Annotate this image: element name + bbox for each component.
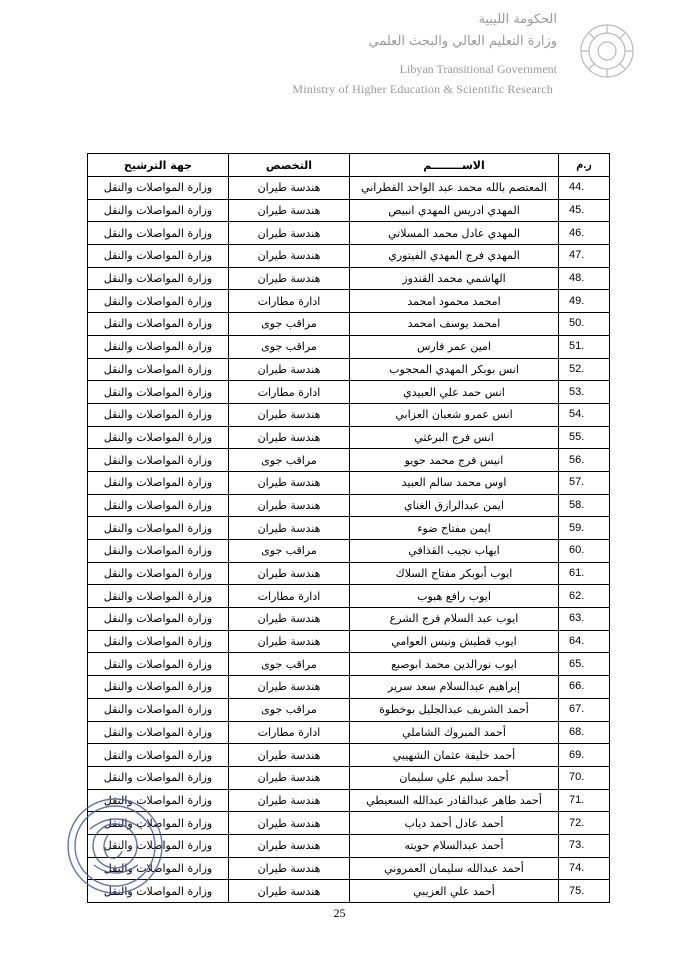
row-name: المهدي فرج المهدي الفيتوري [350,245,559,268]
table-row [88,721,610,744]
row-nominating-body: وزارة المواصلات والنقل [88,812,229,835]
table-row [88,222,610,245]
page-number: 25 [333,906,346,920]
header-number: ر.م [559,154,610,177]
row-number: 46. [559,222,610,245]
row-number: 50. [559,313,610,336]
table-row [88,290,610,313]
row-number: 48. [559,267,610,290]
row-number: 61. [559,562,610,585]
row-name: ايمن عبدالرازق الغناي [350,494,559,517]
table-body [88,177,610,903]
row-number: 58. [559,494,610,517]
table-row [88,540,610,563]
row-number: 67. [559,698,610,721]
row-name: أحمد طاهر عبدالقادر عبدالله السعيطي [350,789,559,812]
row-nominating-body: وزارة المواصلات والنقل [88,449,229,472]
row-number: 66. [559,676,610,699]
table-row [88,335,610,358]
table-row [88,267,610,290]
row-specialty: هندسة طيران [229,744,350,767]
table-row [88,562,610,585]
table-row [88,630,610,653]
row-name: أحمد عبدالله سليمان العمروني [350,857,559,880]
row-specialty: هندسة طيران [229,471,350,494]
table-row [88,494,610,517]
table-row [88,880,610,903]
row-number: 75. [559,880,610,903]
row-number: 51. [559,335,610,358]
row-specialty: هندسة طيران [229,403,350,426]
table-row [88,744,610,767]
row-number: 52. [559,358,610,381]
row-name: أحمد سليم علي سليمان [350,766,559,789]
row-specialty: هندسة طيران [229,812,350,835]
row-name: امحمد محمود امحمد [350,290,559,313]
table-row [88,608,610,631]
row-name: أحمد الشريف عبدالجليل بوخطوة [350,698,559,721]
row-specialty: مراقب جوى [229,653,350,676]
row-number: 49. [559,290,610,313]
row-number: 70. [559,766,610,789]
row-name: الهاشمي محمد القندوز [350,267,559,290]
row-specialty: مراقب جوى [229,335,350,358]
row-name: أحمد علي العزيبي [350,880,559,903]
row-number: 65. [559,653,610,676]
row-specialty: هندسة طيران [229,834,350,857]
nominees-table [87,153,610,903]
row-nominating-body: وزارة المواصلات والنقل [88,199,229,222]
table-row [88,676,610,699]
table-row [88,857,610,880]
row-nominating-body: وزارة المواصلات والنقل [88,335,229,358]
table-row [88,766,610,789]
row-specialty: ادارة مطارات [229,381,350,404]
row-name: انس عمرو شعبان العزابي [350,403,559,426]
row-nominating-body: وزارة المواصلات والنقل [88,585,229,608]
row-nominating-body: وزارة المواصلات والنقل [88,471,229,494]
row-specialty: هندسة طيران [229,517,350,540]
row-name: أحمد عادل أحمد دياب [350,812,559,835]
row-name: ايهاب نجيب القذافي [350,540,559,563]
row-specialty: هندسة طيران [229,766,350,789]
row-nominating-body: وزارة المواصلات والنقل [88,381,229,404]
row-number: 63. [559,608,610,631]
row-nominating-body: وزارة المواصلات والنقل [88,517,229,540]
table-row [88,426,610,449]
row-specialty: هندسة طيران [229,358,350,381]
header-nominating-body: جهة الترشيح [88,154,229,177]
table-row [88,653,610,676]
row-nominating-body: وزارة المواصلات والنقل [88,426,229,449]
table-row [88,403,610,426]
row-nominating-body: وزارة المواصلات والنقل [88,744,229,767]
row-specialty: مراقب جوى [229,698,350,721]
table-row [88,789,610,812]
table-header-row [88,154,610,177]
row-number: 54. [559,403,610,426]
row-number: 56. [559,449,610,472]
row-number: 44. [559,177,610,200]
row-name: المعتصم بالله محمد عبد الواحد القطراني [350,177,559,200]
table-row [88,812,610,835]
table-row [88,381,610,404]
row-specialty: هندسة طيران [229,222,350,245]
row-nominating-body: وزارة المواصلات والنقل [88,880,229,903]
table-row [88,245,610,268]
row-name: امحمد يوسف امحمد [350,313,559,336]
row-nominating-body: وزارة المواصلات والنقل [88,766,229,789]
table-row [88,199,610,222]
row-number: 73. [559,834,610,857]
row-nominating-body: وزارة المواصلات والنقل [88,562,229,585]
row-specialty: هندسة طيران [229,630,350,653]
row-specialty: هندسة طيران [229,177,350,200]
row-nominating-body: وزارة المواصلات والنقل [88,290,229,313]
row-specialty: هندسة طيران [229,676,350,699]
row-name: انيس فرج محمد حويو [350,449,559,472]
row-name: أحمد خليفة عثمان الشهيبي [350,744,559,767]
ministry-emblem-icon [578,22,636,80]
row-number: 74. [559,857,610,880]
row-specialty: هندسة طيران [229,426,350,449]
row-nominating-body: وزارة المواصلات والنقل [88,267,229,290]
row-name: المهدي ادريس المهدي انبيص [350,199,559,222]
row-name: ايوب نورالدين محمد ابوصبع [350,653,559,676]
row-specialty: هندسة طيران [229,267,350,290]
row-specialty: هندسة طيران [229,880,350,903]
row-name: انس بوبكر المهدي المحجوب [350,358,559,381]
row-nominating-body: وزارة المواصلات والنقل [88,630,229,653]
row-nominating-body: وزارة المواصلات والنقل [88,177,229,200]
row-name: ايوب رافع هبوب [350,585,559,608]
row-name: اوس محمد سالم العبيد [350,471,559,494]
table-row [88,449,610,472]
row-specialty: ادارة مطارات [229,290,350,313]
table-row [88,313,610,336]
row-nominating-body: وزارة المواصلات والنقل [88,403,229,426]
row-specialty: هندسة طيران [229,199,350,222]
row-nominating-body: وزارة المواصلات والنقل [88,789,229,812]
table-row [88,517,610,540]
row-specialty: هندسة طيران [229,857,350,880]
row-nominating-body: وزارة المواصلات والنقل [88,222,229,245]
row-number: 59. [559,517,610,540]
table-row [88,585,610,608]
row-specialty: هندسة طيران [229,245,350,268]
row-nominating-body: وزارة المواصلات والنقل [88,245,229,268]
header-specialty: التخصص [229,154,350,177]
row-specialty: مراقب جوى [229,449,350,472]
letterhead-english-government: Libyan Transitional Government [399,62,557,76]
row-name: امين عمر فارس [350,335,559,358]
row-specialty: مراقب جوى [229,313,350,336]
table-row [88,358,610,381]
row-specialty: ادارة مطارات [229,721,350,744]
row-number: 68. [559,721,610,744]
row-nominating-body: وزارة المواصلات والنقل [88,676,229,699]
row-number: 60. [559,540,610,563]
row-name: ايوب عبد السلام فرج الشرع [350,608,559,631]
row-number: 62. [559,585,610,608]
row-number: 57. [559,471,610,494]
row-number: 45. [559,199,610,222]
row-name: ايمن مفتاح ضوء [350,517,559,540]
letterhead-english-ministry: Ministry of Higher Education & Scientific Research [292,82,553,96]
row-number: 64. [559,630,610,653]
row-name: انس حمد علي العبيدي [350,381,559,404]
row-number: 53. [559,381,610,404]
row-number: 47. [559,245,610,268]
row-name: ايوب أبوبكر مفتاح السلاك [350,562,559,585]
row-nominating-body: وزارة المواصلات والنقل [88,834,229,857]
row-nominating-body: وزارة المواصلات والنقل [88,358,229,381]
table-row [88,177,610,200]
row-name: انس فرج البرغثي [350,426,559,449]
letterhead [0,0,679,110]
row-specialty: مراقب جوى [229,540,350,563]
row-specialty: هندسة طيران [229,494,350,517]
row-specialty: هندسة طيران [229,789,350,812]
row-name: أحمد عبدالسلام حويته [350,834,559,857]
row-name: إبراهيم عبدالسلام سعد سرير [350,676,559,699]
letterhead-arabic-ministry: وزارة التعليم العالي والبحث العلمي [368,34,557,49]
row-number: 55. [559,426,610,449]
table-row [88,471,610,494]
row-specialty: ادارة مطارات [229,585,350,608]
row-nominating-body: وزارة المواصلات والنقل [88,653,229,676]
table-row [88,834,610,857]
row-number: 72. [559,812,610,835]
row-specialty: هندسة طيران [229,562,350,585]
row-number: 71. [559,789,610,812]
row-nominating-body: وزارة المواصلات والنقل [88,313,229,336]
row-nominating-body: وزارة المواصلات والنقل [88,857,229,880]
row-name: أحمد المبروك الشاملي [350,721,559,744]
row-nominating-body: وزارة المواصلات والنقل [88,494,229,517]
row-nominating-body: وزارة المواصلات والنقل [88,698,229,721]
row-nominating-body: وزارة المواصلات والنقل [88,721,229,744]
row-name: ايوب قطيش ونيس العوامي [350,630,559,653]
letterhead-arabic-government: الحكومة الليبية [478,12,557,27]
row-name: المهدي عادل محمد المسلاتي [350,222,559,245]
row-specialty: هندسة طيران [229,608,350,631]
row-nominating-body: وزارة المواصلات والنقل [88,540,229,563]
table-row [88,698,610,721]
header-name: الاســــــــم [350,154,559,177]
row-nominating-body: وزارة المواصلات والنقل [88,608,229,631]
row-number: 69. [559,744,610,767]
